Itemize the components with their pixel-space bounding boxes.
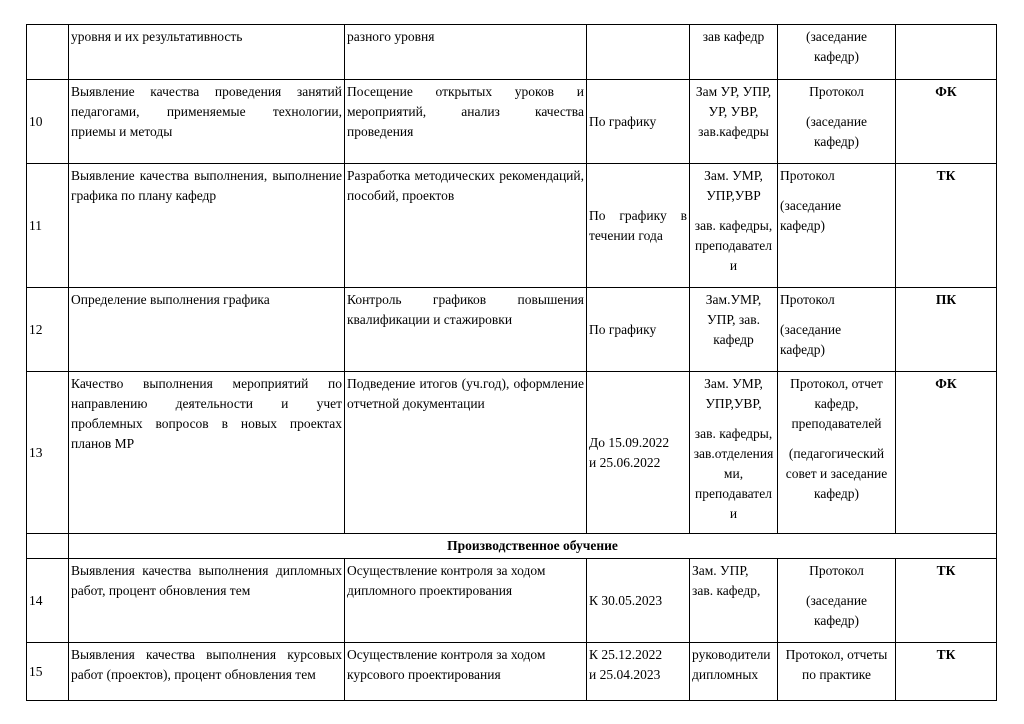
task-cell: Выявления качества выполнения дипломных работ, процент обновления тем [69, 559, 345, 643]
responsible-line: зав.отделения [693, 446, 774, 461]
timing-line: До 15.09.2022 [589, 434, 670, 450]
table-row [27, 288, 997, 372]
responsible-cell [690, 559, 778, 643]
responsible-line: зав кафедр [702, 29, 765, 44]
responsible-line: зав.кафедры [698, 124, 769, 139]
result-line: Протокол [780, 168, 835, 183]
responsible-cell [690, 80, 778, 164]
result-line: кафедр) [813, 49, 860, 64]
task-cell: Качество выполнения мероприятий по направлению деятельности и учет проблемных вопросов в новых проектах планов МР [69, 372, 345, 534]
timing-cell [587, 643, 690, 701]
responsible-cell [690, 164, 778, 288]
responsible-cell [690, 25, 778, 80]
timing-line: и 25.06.2022 [589, 454, 661, 470]
result-line: Протокол [809, 563, 864, 578]
task-cell: Выявление качества выполнения, выполнение графика по плану кафедр [69, 164, 345, 288]
task-cell: уровня и их результативность [69, 25, 345, 80]
timing-cell: По графику [587, 80, 690, 164]
row-number: 13 [27, 372, 69, 534]
result-line: Протокол, отчет [790, 376, 883, 391]
timing-cell: По графику в течении года [587, 164, 690, 288]
control-type-cell: ФК [896, 80, 997, 164]
control-type-cell: ФК [896, 372, 997, 534]
responsible-line: УПР,УВР, [705, 396, 762, 411]
timing-cell: По графику [587, 288, 690, 372]
timing-line: и 25.04.2023 [589, 667, 661, 682]
responsible-cell [690, 643, 778, 701]
timing-cell: К 30.05.2023 [587, 559, 690, 643]
responsible-line: УПР, зав. [707, 312, 760, 327]
result-cell [778, 80, 896, 164]
result-line: (заседание [780, 198, 842, 213]
task-cell: Выявления качества выполнения курсовых работ (проектов), процент обновления тем [69, 643, 345, 701]
responsible-line: УР, УВР, [708, 104, 759, 119]
responsible-line: Зам УР, УПР, [695, 84, 772, 99]
result-line: (педагогический [788, 446, 885, 461]
row-number [27, 25, 69, 80]
method-line: дипломного проектирования [347, 583, 513, 598]
result-cell [778, 288, 896, 372]
section-number-cell [27, 534, 69, 559]
responsible-line: зав. кафедры, [694, 426, 773, 441]
control-type-cell [896, 25, 997, 80]
responsible-line: преподавател [695, 486, 772, 501]
result-line: Протокол [780, 292, 835, 307]
result-line: кафедр) [813, 613, 860, 628]
row-number: 11 [27, 164, 69, 288]
method-line: Осуществление контроля за ходом [347, 647, 546, 662]
responsible-line: кафедр [713, 332, 754, 347]
result-line: совет и заседание [785, 466, 888, 481]
responsible-line: ми, [723, 466, 744, 481]
result-cell [778, 643, 896, 701]
timing-cell [587, 372, 690, 534]
method-cell: Подведение итогов (уч.год), оформление отчетной документации [345, 372, 587, 534]
result-line: (заседание [805, 114, 868, 129]
result-cell [778, 25, 896, 80]
control-type-cell: ТК [896, 643, 997, 701]
table-row [27, 164, 997, 288]
timing-line: К 25.12.2022 [589, 647, 663, 662]
task-cell: Определение выполнения графика [69, 288, 345, 372]
responsible-line: и [729, 258, 738, 273]
row-number: 14 [27, 559, 69, 643]
result-line: (заседание [805, 29, 868, 44]
result-line: по практике [801, 667, 872, 682]
method-line: курсового проектирования [347, 667, 501, 682]
row-number: 12 [27, 288, 69, 372]
method-cell [345, 559, 587, 643]
result-line: Протокол, отчеты [785, 647, 888, 662]
result-line: кафедр) [780, 342, 826, 357]
task-cell: Выявление качества проведения занятий педагогами, применяемые технологии, приемы и методы [69, 80, 345, 164]
result-line: кафедр) [813, 134, 860, 149]
table-row [27, 25, 997, 80]
result-cell [778, 164, 896, 288]
method-cell: Разработка методических рекомендаций, пособий, проектов [345, 164, 587, 288]
result-line: кафедр) [780, 218, 826, 233]
responsible-line: зав. кафедр, [692, 583, 761, 598]
responsible-cell [690, 372, 778, 534]
method-cell [345, 643, 587, 701]
table-row [27, 559, 997, 643]
control-type-cell: ТК [896, 559, 997, 643]
result-line: кафедр, [814, 396, 859, 411]
timing-cell [587, 25, 690, 80]
result-cell [778, 372, 896, 534]
row-number: 10 [27, 80, 69, 164]
result-line: преподавателей [791, 416, 882, 431]
table-row [27, 643, 997, 701]
responsible-line: Зам.УМР, [705, 292, 762, 307]
method-cell: Посещение открытых уроков и мероприятий, анализ качества проведения [345, 80, 587, 164]
row-number: 15 [27, 643, 69, 701]
control-type-cell: ПК [896, 288, 997, 372]
responsible-line: дипломных [692, 667, 759, 682]
responsible-cell [690, 288, 778, 372]
plan-table [26, 24, 997, 701]
result-cell [778, 559, 896, 643]
responsible-line: преподавател [695, 238, 772, 253]
result-line: (заседание [805, 593, 868, 608]
responsible-line: УПР,УВР [706, 188, 761, 203]
responsible-line: зав. кафедры, [694, 218, 773, 233]
section-row [27, 534, 997, 559]
table-row [27, 372, 997, 534]
method-line: Осуществление контроля за ходом [347, 563, 546, 578]
method-cell: разного уровня [345, 25, 587, 80]
control-type-cell: ТК [896, 164, 997, 288]
result-line: Протокол [809, 84, 864, 99]
responsible-line: руководители [692, 647, 771, 662]
result-line: кафедр) [813, 486, 860, 501]
table-row [27, 80, 997, 164]
responsible-line: Зам. УМР, [704, 168, 763, 183]
method-cell: Контроль графиков повышения квалификации и стажировки [345, 288, 587, 372]
responsible-line: и [729, 506, 738, 521]
result-line: (заседание [780, 322, 842, 337]
section-title: Производственное обучение [69, 534, 997, 559]
responsible-line: Зам. УМР, [704, 376, 763, 391]
responsible-line: Зам. УПР, [692, 563, 749, 578]
